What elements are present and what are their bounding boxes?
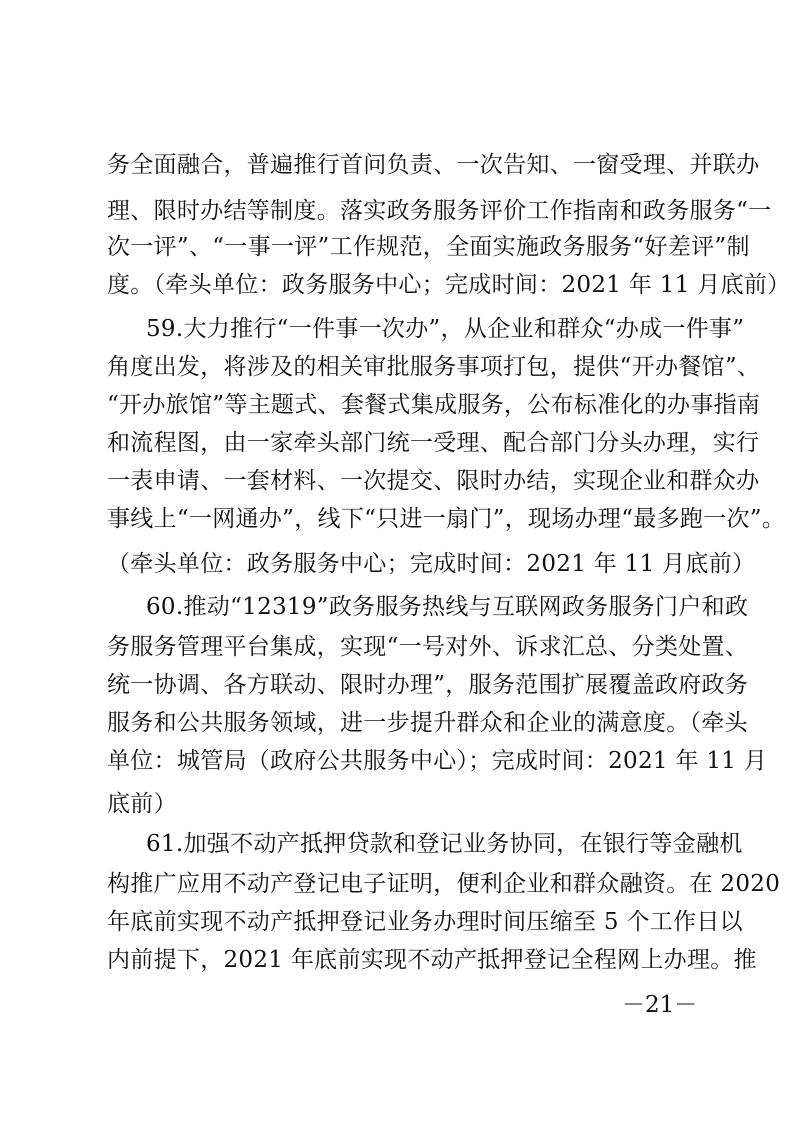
paragraph-line: 理、限时办结等制度。落实政务服务评价工作指南和政务服务“一 (107, 198, 772, 224)
paragraph-line: 59.大力推行“一件事一次办”，从企业和群众“办成一件事” (146, 316, 745, 342)
paragraph-line: 统一协调、各方联动、限时办理”，服务范围扩展覆盖政府政务 (107, 672, 749, 698)
paragraph-line: 事线上“一网通办”，线下“只进一扇门”，现场办理“最多跑一次”。 (107, 506, 786, 532)
paragraph-line: 度。（牵头单位：政务服务中心；完成时间：2021 年 11 月底前） (107, 272, 791, 298)
paragraph-line: 一表申请、一套材料、一次提交、限时办结，实现企业和群众办 (107, 468, 760, 494)
paragraph-line: 服务和公共服务领域，进一步提升群众和企业的满意度。（牵头 (107, 710, 748, 736)
paragraph-line: 角度出发，将涉及的相关审批服务事项打包，提供“开办餐馆”、 (107, 354, 761, 380)
paragraph-line: 务全面融合，普遍推行首问负责、一次告知、一窗受理、并联办 (107, 152, 760, 178)
paragraph-line: 单位：城管局（政府公共服务中心）；完成时间：2021 年 11 月 (107, 748, 768, 774)
paragraph-line: 年底前实现不动产抵押登记业务办理时间压缩至 5 个工作日以 (107, 909, 743, 935)
paragraph-line: 60.推动“12319”政务服务热线与互联网政务服务门户和政 (146, 594, 749, 620)
page-number: －21－ (622, 992, 698, 1018)
paragraph-line: 底前） (107, 791, 177, 817)
paragraph-line: 内前提下，2021 年底前实现不动产抵押登记全程网上办理。推 (107, 947, 757, 973)
paragraph-line: 务服务管理平台集成，实现“一号对外、诉求汇总、分类处置、 (107, 634, 749, 660)
paragraph-line: 61.加强不动产抵押贷款和登记业务协同，在银行等金融机 (146, 831, 743, 857)
paragraph-line: 构推广应用不动产登记电子证明，便利企业和群众融资。在 2020 (107, 871, 781, 897)
paragraph-line: 次一评”、“一事一评”工作规范，全面实施政务服务“好差评”制 (107, 234, 750, 260)
paragraph-line: （牵头单位：政务服务中心；完成时间：2021 年 11 月底前） (107, 551, 756, 577)
paragraph-line: 和流程图，由一家牵头部门统一受理、配合部门分头办理，实行 (107, 430, 760, 456)
paragraph-line: “开办旅馆”等主题式、套餐式集成服务，公布标准化的办事指南 (107, 392, 761, 418)
